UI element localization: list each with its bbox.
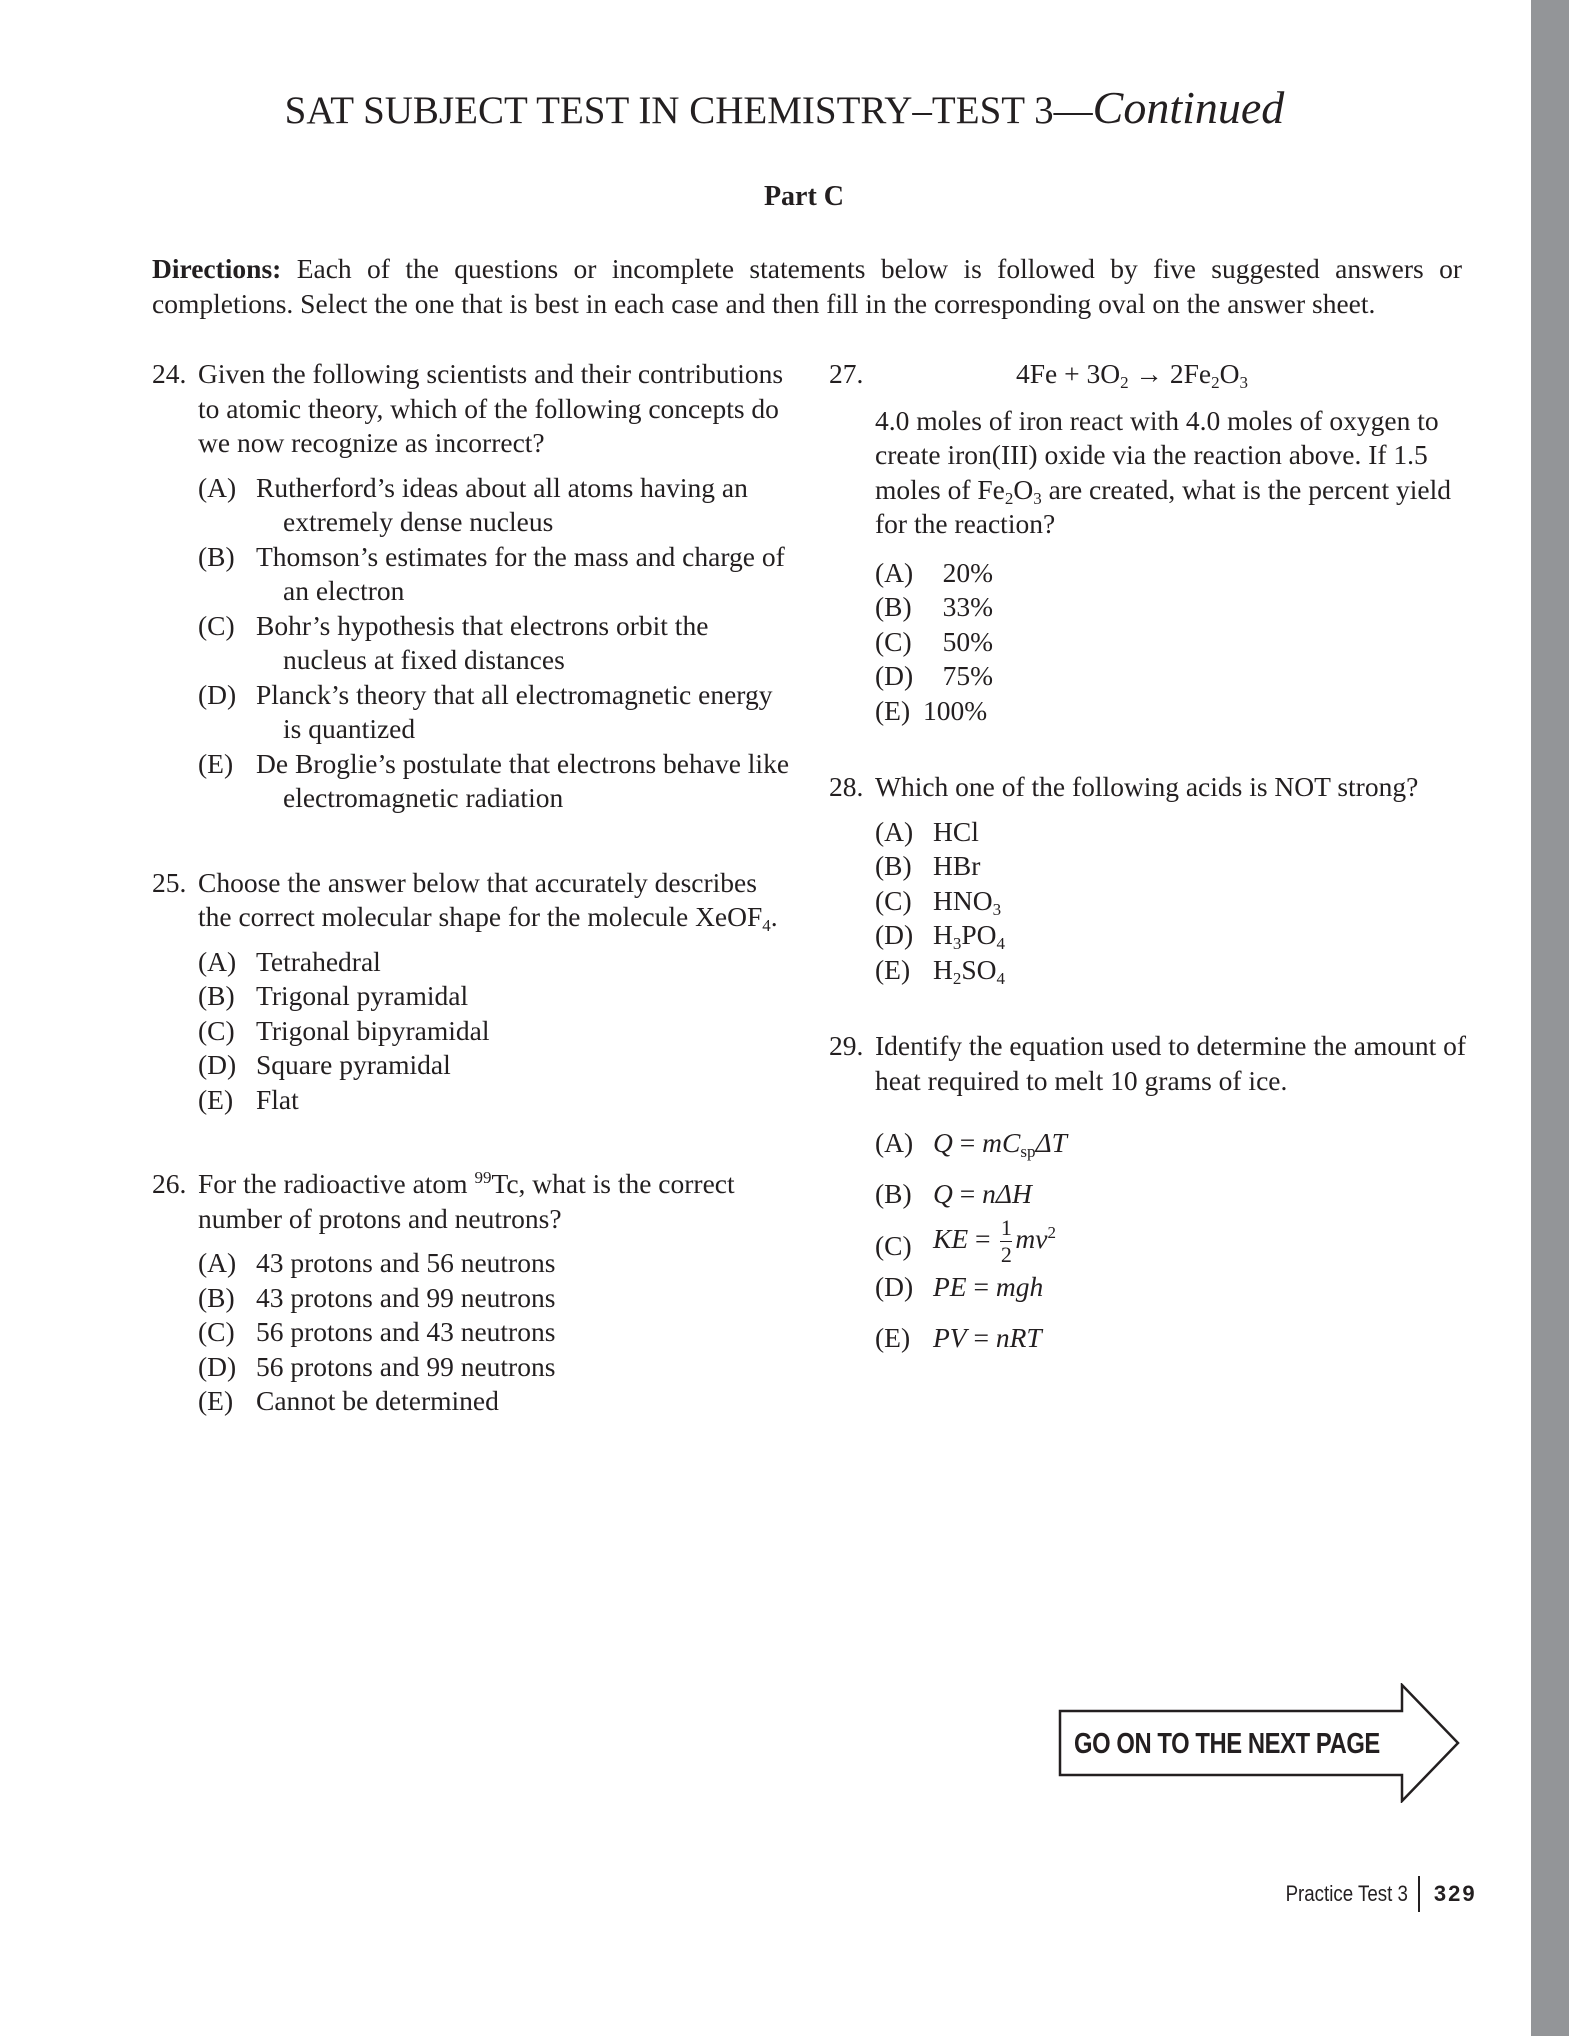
footer-section-label: Practice Test 3 [1285,1881,1408,1906]
option-text: 43 protons and 56 neutrons [256,1247,556,1278]
formula-subscript: 2 [952,968,962,988]
formula-part: HCl [933,815,979,847]
equation-subscript: 3 [1239,373,1248,392]
equals-sign: = [966,1271,996,1302]
option-label: (D) [875,660,914,691]
option-text: 100% [923,694,988,726]
question-28 [829,770,1479,987]
answer-option[interactable] [875,953,1479,988]
option-text: Flat [256,1083,299,1115]
formula-part: HNO [933,884,993,916]
part-heading: Part C [763,181,845,212]
answer-option[interactable] [198,1315,792,1350]
option-text: Square pyramidal [256,1049,451,1080]
answer-options [152,945,792,1118]
equation-rhs: mv [1015,1222,1048,1254]
formula-part: HBr [933,850,981,881]
option-text: De Broglie’s postulate that electrons behave like electromagnetic radiation [256,747,790,813]
option-text: 50% [942,625,993,657]
question-text: Given the following scientists and their contributions to atomic theory, which of the following concepts do we now recognize as incorrect? [198,358,784,458]
equation-rhs: nΔH [982,1177,1032,1209]
formula-part: SO [961,953,997,985]
option-text: 43 protons and 99 neutrons [256,1281,556,1313]
option-label: (C) [198,1316,235,1347]
option-text: Tetrahedral [256,945,381,977]
equation-lhs: PE [933,1271,967,1302]
option-equation [933,1321,1479,1356]
option-label: (D) [875,1271,914,1302]
option-label: (C) [198,609,235,641]
option-label: (B) [875,850,912,881]
option-formula [933,884,1479,919]
answer-option[interactable] [198,1350,792,1385]
question-text [152,1167,792,1236]
question-text [152,866,792,935]
formula-subscript: 4 [762,916,771,935]
option-formula [933,918,1479,953]
chemical-equation [829,357,1479,392]
option-label: (E) [198,1083,234,1115]
answer-option[interactable] [198,678,792,747]
formula-part: PO [961,919,997,950]
answer-option[interactable] [198,1384,792,1419]
answer-option[interactable] [875,815,1479,850]
option-label: (E) [875,953,911,985]
left-column [152,357,792,1419]
answer-option[interactable] [198,609,792,678]
equation-rhs: mgh [995,1271,1044,1302]
question-text-body: , what is the correct number of protons and neutrons? [198,1168,735,1234]
question-text: Identify the equation used to determine the amount of heat required to melt 10 grams of ice. [875,1030,1467,1096]
answer-option[interactable] [875,625,1479,660]
equation-lhs: PV [933,1321,967,1353]
option-text: Bohr’s hypothesis that electrons orbit the nucleus at fixed distances [256,609,709,675]
option-formula [933,815,1479,850]
option-label: (A) [875,1127,914,1158]
page-footer [1264,1876,1477,1912]
answer-option[interactable] [875,1270,1479,1305]
answer-option[interactable] [198,540,792,609]
equation-rhs: nRT [995,1321,1042,1353]
formula-subscript: 4 [996,968,1006,988]
directions [152,252,1462,321]
option-label: (C) [875,625,912,657]
option-label: (D) [198,678,237,710]
option-text: Cannot be determined [256,1385,499,1416]
option-label: (A) [875,815,914,847]
answer-option[interactable] [875,1321,1479,1356]
option-text: Rutherford’s ideas about all atoms having an extremely dense nucleus [256,471,748,537]
question-25 [152,866,792,1118]
option-text: 56 protons and 43 neutrons [256,1316,556,1347]
option-text: 56 protons and 99 neutrons [256,1350,556,1382]
isotope-symbol: Tc [491,1168,519,1199]
page-title [0,84,1569,135]
option-formula [933,953,1479,988]
formula-subscript: 3 [952,934,962,953]
equation-subscript: sp [1020,1142,1036,1161]
equation-rhs: ΔT [1035,1127,1067,1158]
answer-option[interactable] [875,556,1479,591]
option-equation [933,1270,1479,1305]
footer-divider [1418,1876,1420,1912]
option-equation [933,1126,1479,1161]
fraction-denominator: 2 [1000,1242,1012,1267]
option-label: (C) [198,1014,235,1046]
option-text: Trigonal bipyramidal [256,1014,490,1046]
question-27 [829,357,1479,728]
fraction [1000,1217,1012,1266]
option-text: 33% [942,591,993,622]
option-label: (E) [875,694,911,726]
isotope-mass-number: 99 [474,1168,492,1187]
option-label: (C) [875,1230,912,1261]
option-label: (D) [198,1350,237,1382]
question-24 [152,357,792,816]
equation-superscript: 2 [1047,1222,1056,1242]
question-text [829,404,1479,542]
option-label: (C) [875,884,912,916]
option-label: (D) [198,1049,237,1080]
question-number: 29. [829,1030,864,1061]
formula-part: O [1013,473,1034,505]
page-number: 329 [1433,1881,1477,1906]
answer-option[interactable] [198,979,792,1014]
answer-option[interactable] [875,694,1479,729]
option-text: Trigonal pyramidal [256,980,469,1011]
answer-option[interactable] [198,945,792,980]
option-text: 20% [942,556,993,588]
equation-subscript: 2 [1211,373,1220,392]
title-main: SAT SUBJECT TEST IN CHEMISTRY–TEST 3— [284,89,1093,132]
answer-option[interactable] [875,849,1479,884]
question-number: 25. [152,866,187,898]
equation-lhs: Q [933,1127,953,1158]
molecule-formula [695,901,771,935]
equation-rhs: mC [982,1127,1021,1158]
answer-option[interactable] [875,659,1479,694]
answer-option[interactable] [875,1217,1479,1266]
option-label: (B) [875,1177,912,1209]
question-26 [152,1167,792,1419]
answer-option[interactable] [875,884,1479,919]
question-text-body: Choose the answer below that accurately describes the correct molecular shape for the molecule [198,866,757,932]
directions-text: Each of the questions or incomplete statements below is followed by five suggested answers or completions. Select the one that is best in each case and then fill in the corresponding oval on the answer sheet. [152,253,1462,319]
option-label: (D) [875,919,914,950]
formula-subscript: 4 [996,934,1006,953]
answer-option[interactable] [198,1281,792,1316]
question-text-body: For the radioactive atom [198,1168,475,1199]
question-number: 24. [152,358,187,389]
answer-option[interactable] [198,1246,792,1281]
answer-option[interactable] [198,471,792,540]
option-label: (E) [198,747,234,779]
directions-label: Directions: [152,253,282,284]
title-continued: Continued [1092,82,1285,133]
formula-part: H [933,953,953,985]
option-text: 75% [942,660,993,691]
equals-sign: = [968,1222,998,1254]
answer-option[interactable] [875,1177,1479,1212]
option-label: (A) [198,1247,237,1278]
answer-option[interactable] [198,1048,792,1083]
punctuation: . [770,901,778,932]
equals-sign: = [952,1127,983,1158]
option-label: (A) [875,556,914,588]
question-text-body: 4.0 moles of iron react with 4.0 moles of oxygen to create iron(III) oxide via the reaction above. If 1.5 moles of Fe [875,404,1439,505]
option-label: (E) [875,1321,911,1353]
option-label: (B) [198,540,235,572]
option-formula [933,849,1479,884]
option-label: (A) [198,471,237,503]
answer-option[interactable] [198,1014,792,1049]
option-text: Planck’s theory that all electromagnetic energy is quantized [256,678,773,744]
answer-option[interactable] [875,918,1479,953]
formula-part: XeOF [695,901,763,932]
formula-subscript: 2 [1004,488,1014,508]
option-label: (B) [198,1281,235,1313]
equals-sign: = [966,1321,996,1353]
question-29 [829,1029,1479,1355]
option-text: Thomson’s estimates for the mass and charge of an electron [256,540,785,606]
question-number: 27. [829,358,864,389]
formula-subscript: 3 [1033,488,1042,508]
option-equation [933,1217,1479,1266]
answer-options [829,1126,1479,1355]
answer-options [152,1246,792,1419]
answer-options [829,815,1479,988]
equation-subscript: 2 [1120,373,1129,392]
equation-part: O [1219,358,1240,389]
next-page-label: GO ON TO THE NEXT PAGE [1074,1728,1380,1760]
question-text-body: are created, what is the percent yield for the reaction? [875,473,1451,539]
equals-sign: = [952,1177,983,1209]
equation-lhs: KE [933,1222,969,1254]
fraction-numerator: 1 [1000,1215,1012,1240]
formula-subscript: 3 [992,899,1002,919]
answer-options [829,556,1479,729]
answer-option[interactable] [875,1126,1479,1161]
option-equation [933,1177,1479,1212]
page-edge-bar [1531,0,1569,2036]
formula-part: H [933,919,953,950]
equation-part: → 2Fe [1128,358,1212,389]
option-label: (B) [198,980,235,1011]
question-number: 28. [829,771,864,802]
answer-option[interactable] [198,1083,792,1118]
right-column [829,357,1479,1355]
option-label: (A) [198,945,237,977]
equation-lhs: Q [933,1177,953,1209]
question-number: 26. [152,1168,187,1199]
answer-option[interactable] [875,590,1479,625]
equation-part: 4Fe + 3O [1016,358,1121,389]
answer-option[interactable] [198,747,792,816]
question-text: Which one of the following acids is NOT strong? [875,771,1419,802]
answer-options [152,471,792,816]
option-label: (E) [198,1385,234,1416]
option-label: (B) [875,591,912,622]
